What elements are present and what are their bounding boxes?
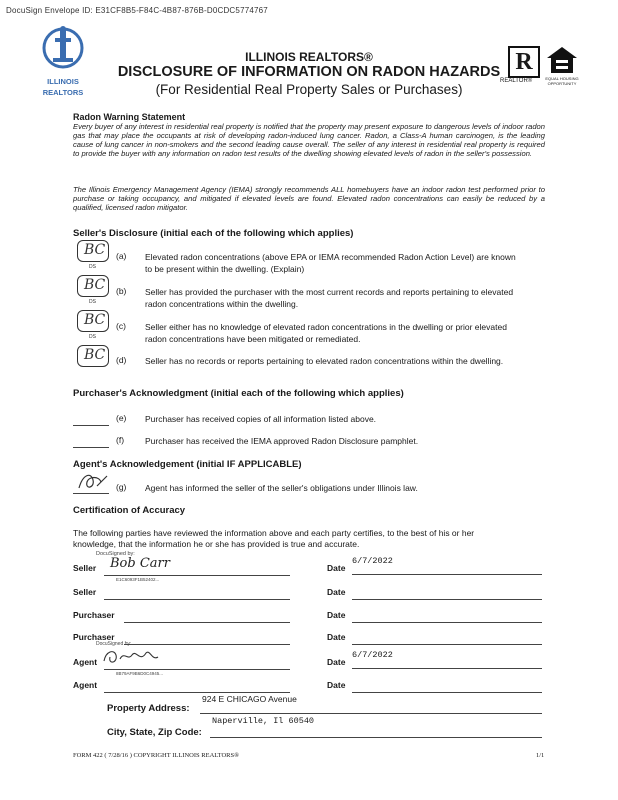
envelope-id: DocuSign Envelope ID: E31CF8B5-F84C-4B87-876B-D0CDC5774767 [6, 6, 268, 15]
item-text-d: Seller has no records or reports pertaining to elevated radon concentrations within the dwelling. [145, 356, 504, 366]
purchaser-ack-heading: Purchaser's Acknowledgment (initial each of the following which applies) [73, 388, 404, 399]
initials-a: BC [84, 242, 106, 258]
realtor-r-icon: R [508, 46, 540, 78]
page-title: DISCLOSURE OF INFORMATION ON RADON HAZARDS [117, 64, 501, 80]
item-letter-a: (a) [116, 251, 127, 261]
agent-initials-signature[interactable] [75, 470, 111, 494]
item-letter-f: (f) [116, 435, 125, 445]
seller-1-sig-id: E1C6093F1B52402... [116, 577, 160, 582]
item-letter-e: (e) [116, 413, 127, 423]
seller-1-line [104, 574, 290, 576]
logo-text-realtors: REALTORS [42, 88, 84, 97]
agent-2-date-label: Date [327, 680, 346, 690]
agent-1-sig-id: 8B79AF9B6D0C4945... [116, 671, 164, 676]
city-state-zip-value[interactable]: Naperville, Il 60540 [212, 716, 315, 726]
docusigned-by-seller: DocuSigned by: [96, 551, 135, 557]
purchaser-2-date-label: Date [327, 632, 346, 642]
purchaser-1-date-label: Date [327, 610, 346, 620]
agent-1-line [104, 668, 290, 670]
certification-heading: Certification of Accuracy [73, 505, 186, 516]
seller-2-date-label: Date [327, 587, 346, 597]
agent-ack-heading: Agent's Acknowledgement (initial IF APPLICABLE) [73, 459, 302, 470]
city-state-zip-label: City, State, Zip Code: [107, 727, 202, 738]
ds-label-c: DS [89, 334, 96, 340]
ds-label-a: DS [89, 264, 96, 270]
purchaser-2-label: Purchaser [73, 632, 115, 642]
city-state-zip-line [210, 736, 542, 738]
initial-box-c[interactable] [77, 310, 109, 332]
item-text-g: Agent has informed the seller of the seller's obligations under Illinois law. [145, 483, 418, 493]
seller-1-date[interactable]: 6/7/2022 [352, 556, 393, 566]
docusigned-by-agent: DocuSigned by: [96, 641, 132, 647]
equal-housing-label: EQUAL HOUSING OPPORTUNITY [545, 76, 579, 86]
initial-blank-f[interactable] [73, 446, 109, 448]
agent-2-label: Agent [73, 680, 98, 690]
logo-text-illinois: ILLINOIS [47, 77, 79, 86]
property-address-value[interactable]: 924 E CHICAGO Avenue [202, 694, 297, 704]
item-text-c: Seller either has no knowledge of elevated radon concentrations in the dwelling or prior elevated radon concentrations have been mitigated or remediated. [145, 322, 507, 344]
ds-label-b: DS [89, 299, 96, 305]
page-number: 1/1 [536, 752, 545, 759]
item-text-e: Purchaser has received copies of all information listed above. [145, 414, 377, 424]
warning-paragraph-2: The Illinois Emergency Management Agency (IEMA) strongly recommends ALL homebuyers have an indoor radon test performed prior to purchase or taking occupancy, and mitigated if elevated levels are found. Elevated radon concentrations can easily be reduced by a qualified, licensed radon mitigator. [73, 185, 545, 212]
purchaser-2-line[interactable] [124, 643, 290, 645]
purchaser-1-line[interactable] [124, 621, 290, 623]
initial-box-b[interactable] [77, 275, 109, 297]
agent-1-date-label: Date [327, 657, 346, 667]
initial-blank-e[interactable] [73, 424, 109, 426]
item-text-f: Purchaser has received the IEMA approved Radon Disclosure pamphlet. [145, 436, 419, 446]
purchaser-2-date-line[interactable] [352, 643, 542, 645]
warning-paragraph-1: Every buyer of any interest in residential real property is notified that the property may present exposure to dangerous levels of indoor radon gas that may place the occupants at risk of developing radon-induced lung cancer. Radon, a Class-A human carcinogen, is the leading cause of lung cancer in non-smokers and the second leading cause overall. The seller of any interest in residential real property is required to provide the buyer with any information on radon test results of the dwelling showing elevated levels of radon in the seller's possession. [73, 122, 545, 158]
item-letter-g: (g) [116, 482, 127, 492]
seller-2-date-line[interactable] [352, 598, 542, 600]
property-address-label: Property Address: [107, 703, 190, 714]
warning-title: Radon Warning Statement [73, 112, 186, 122]
agent-1-signature[interactable] [100, 647, 160, 669]
item-text-a: Elevated radon concentrations (above EPA or IEMA recommended Radon Action Level) are known to be present within the dwelling. (Explain) [145, 252, 516, 274]
initial-box-a[interactable] [77, 240, 109, 262]
agent-2-date-line[interactable] [352, 691, 542, 693]
item-letter-c: (c) [116, 321, 126, 331]
agent-1-label: Agent [73, 657, 98, 667]
item-letter-d: (d) [116, 355, 127, 365]
seller-1-date-label: Date [327, 563, 346, 573]
purchaser-1-label: Purchaser [73, 610, 115, 620]
initials-d: BC [84, 347, 106, 363]
agent-1-date-line [352, 667, 542, 669]
page-subtitle: (For Residential Real Property Sales or Purchases) [155, 82, 463, 97]
item-text-b: Seller has provided the purchaser with the most current records and reports pertaining to elevated radon concentrations within the dwelling. [145, 287, 514, 309]
equal-housing-icon [546, 46, 578, 74]
form-footer: FORM 422 ( 7/28/16 ) COPYRIGHT ILLINOIS REALTORS® [73, 752, 240, 759]
initial-blank-g[interactable] [73, 492, 109, 494]
seller-disclosure-heading: Seller's Disclosure (initial each of the following which applies) [73, 228, 354, 239]
property-address-line [200, 712, 542, 714]
agent-1-date[interactable]: 6/7/2022 [352, 650, 393, 660]
initial-box-d[interactable] [77, 345, 109, 367]
seller-2-line[interactable] [104, 598, 290, 600]
agent-2-line[interactable] [104, 691, 290, 693]
item-letter-b: (b) [116, 286, 127, 296]
realtor-label: REALTOR® [500, 78, 533, 84]
seller-1-signature[interactable]: Bob Carr [110, 556, 170, 571]
seller-2-label: Seller [73, 587, 97, 597]
purchaser-1-date-line[interactable] [352, 621, 542, 623]
initials-b: BC [84, 277, 106, 293]
initials-c: BC [84, 312, 106, 328]
seller-1-date-line [352, 573, 542, 575]
org-name: ILLINOIS REALTORS® [245, 50, 373, 64]
seller-1-label: Seller [73, 563, 97, 573]
certification-text: The following parties have reviewed the information above and each party certifies, to the best of his or her knowledge, that the information he or she has provided is true and accurate. [73, 528, 475, 549]
